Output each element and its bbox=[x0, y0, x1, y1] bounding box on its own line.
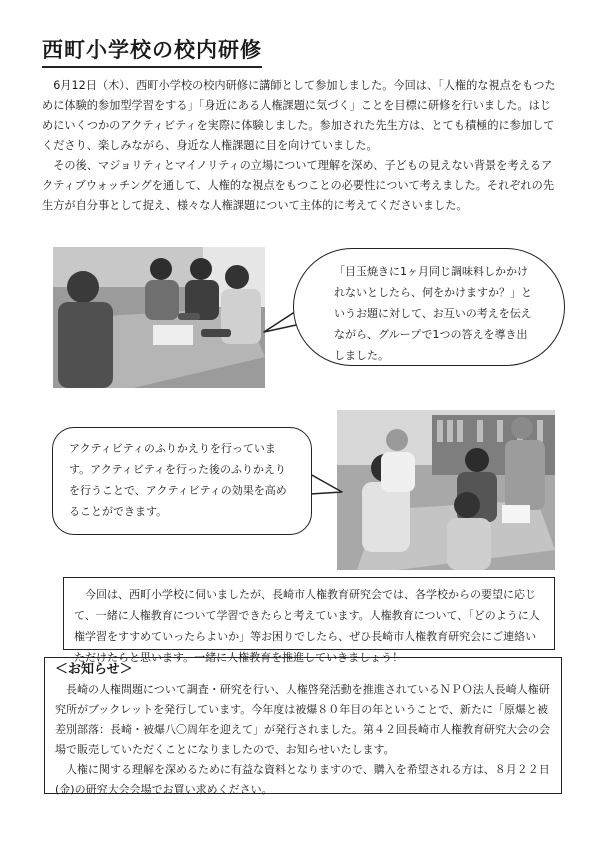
notice-heading: ＜お知らせ＞ bbox=[55, 662, 133, 677]
speech-bubble-reflection bbox=[52, 427, 312, 535]
intro-paragraph: 6月12日（木）、西町小学校の校内研修に講師として参加しました。今回は、「人権的な視点をもつために体験的参加型学習をする」「身近にある人権課題に気づく」ことを目標に研修を行いました。はじめにいくつかのアクティビティを実際に体験しました。参加された先生方は、とても積極的に参加してくださり、楽しみながら、身近な人権課題に目を向けていました。 bbox=[42, 79, 556, 152]
notice-box bbox=[44, 657, 562, 794]
training-photo-group-activity bbox=[53, 247, 265, 388]
bubble-text: 「目玉焼きに1ヶ月同じ調味料しかかけれないとしたら、何をかけますか？」というお題に対して、お互いの考えを伝えながら、グループで1つの答えを導き出しました。 bbox=[334, 265, 532, 362]
training-photo-reflection bbox=[337, 410, 555, 570]
page-title: 西町小学校の校内研修 bbox=[42, 34, 262, 68]
speech-tail bbox=[308, 470, 344, 504]
speech-bubble-activity-prompt bbox=[293, 248, 565, 366]
intro-text bbox=[42, 76, 562, 216]
notice-paragraph: 長崎の人権問題について調査・研究を行い、人権啓発活動を推進されているＮＰＯ法人長崎人権研究所がブックレットを発行しています。今年度は被爆８０年目の年ということで、新たに「原爆と被差別部落：長崎・被爆八〇周年を迎えて」が発行されました。第４２回長崎市人権教育研究大会の会場で販売していただくことになりましたので、お知らせいたします。 bbox=[55, 683, 550, 756]
message-text: 今回は、西町小学校に伺いましたが、長崎市人権教育研究会では、各学校からの要望に応じて、一緒に人権教育について学習できたらと考えています。人権教育について、「どのように人権学習をすすめていったらよいか」等お困りでしたら、ぜひ長崎市人権教育研究会にご連絡いただけたらと思います。一緒に人権教育を推進していきましょう！ bbox=[74, 588, 540, 664]
notice-paragraph: 人権に関する理解を深めるために有益な資料となりますので、購入を希望される方は、８月２２日(金)の研究大会会場でお買い求めください。 bbox=[55, 763, 550, 796]
intro-paragraph: その後、マジョリティとマイノリティの立場について理解を深め、子どもの見えない背景を考えるアクティブウォッチングを通して、人権的な視点をもつことの必要性について考えました。それぞれの先生方が自分事として捉え、様々な人権課題について主体的に考えてくださいました。 bbox=[42, 159, 555, 212]
message-box bbox=[63, 577, 555, 664]
bubble-text: アクティビティのふりかえりを行っています。アクティビティを行った後のふりかえりを行うことで、アクティビティの効果を高めることができます。 bbox=[69, 442, 287, 518]
